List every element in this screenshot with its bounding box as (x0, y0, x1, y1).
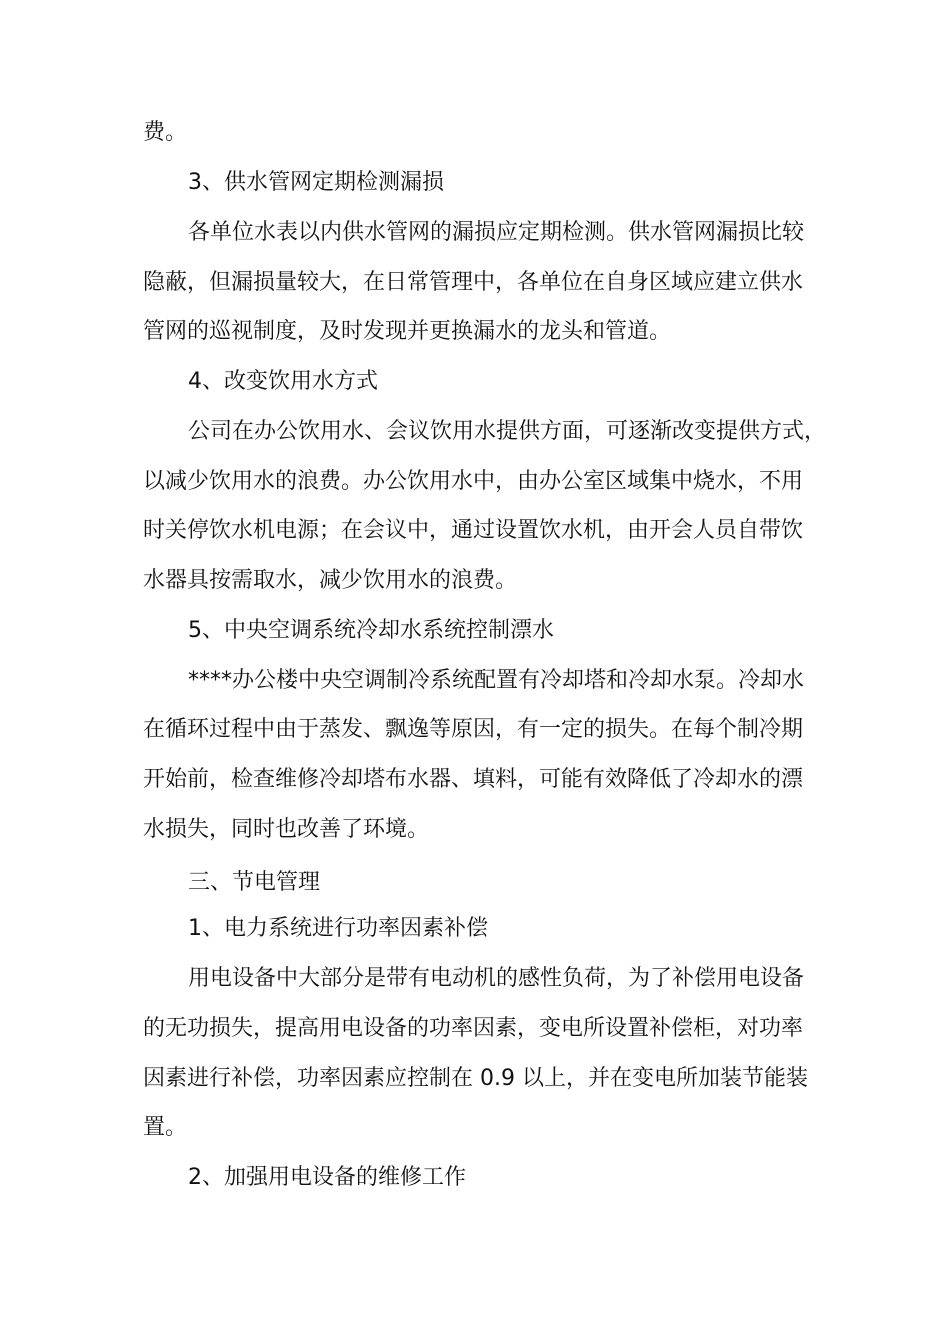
paragraph-line: 开始前，检查维修冷却塔布水器、填料，可能有效降低了冷却水的漂 (143, 767, 804, 792)
section-heading-3: 3、供水管网定期检测漏损 (188, 170, 444, 195)
paragraph-line: 因素进行补偿，功率因素应控制在 0.9 以上，并在变电所加装节能装 (143, 1066, 808, 1091)
section-heading-4: 4、改变饮用水方式 (188, 369, 378, 394)
paragraph-line: 各单位水表以内供水管网的漏损应定期检测。供水管网漏损比较 (188, 220, 805, 245)
paragraph-line: 水器具按需取水，减少饮用水的浪费。 (143, 568, 518, 593)
paragraph-line: 的无功损失，提高用电设备的功率因素，变电所设置补偿柜，对功率 (143, 1016, 804, 1041)
paragraph-line: 隐蔽，但漏损量较大，在日常管理中，各单位在自身区域应建立供水 (143, 270, 804, 295)
paragraph-line: ****办公楼中央空调制冷系统配置有冷却塔和冷却水泵。冷却水 (188, 668, 805, 693)
paragraph-continuation: 费。 (143, 120, 188, 145)
paragraph-line: 置。 (143, 1115, 188, 1140)
chapter-heading: 三、节电管理 (188, 870, 321, 895)
paragraph-line: 用电设备中大部分是带有电动机的感性负荷，为了补偿用电设备 (188, 966, 805, 991)
section-heading-2: 2、加强用电设备的维修工作 (188, 1165, 466, 1190)
paragraph-line: 公司在办公饮用水、会议饮用水提供方面，可逐渐改变提供方式， (188, 419, 827, 444)
paragraph-line: 管网的巡视制度，及时发现并更换漏水的龙头和管道。 (143, 319, 672, 344)
paragraph-line: 在循环过程中由于蒸发、飘逸等原因，有一定的损失。在每个制冷期 (143, 717, 804, 742)
paragraph-line: 时关停饮水机电源；在会议中，通过设置饮水机，由开会人员自带饮 (143, 518, 804, 543)
section-heading-1: 1、电力系统进行功率因素补偿 (188, 916, 488, 941)
paragraph-line: 水损失，同时也改善了环境。 (143, 817, 430, 842)
section-heading-5: 5、中央空调系统冷却水系统控制漂水 (188, 618, 554, 643)
paragraph-line: 以减少饮用水的浪费。办公饮用水中，由办公室区域集中烧水，不用 (143, 469, 804, 494)
